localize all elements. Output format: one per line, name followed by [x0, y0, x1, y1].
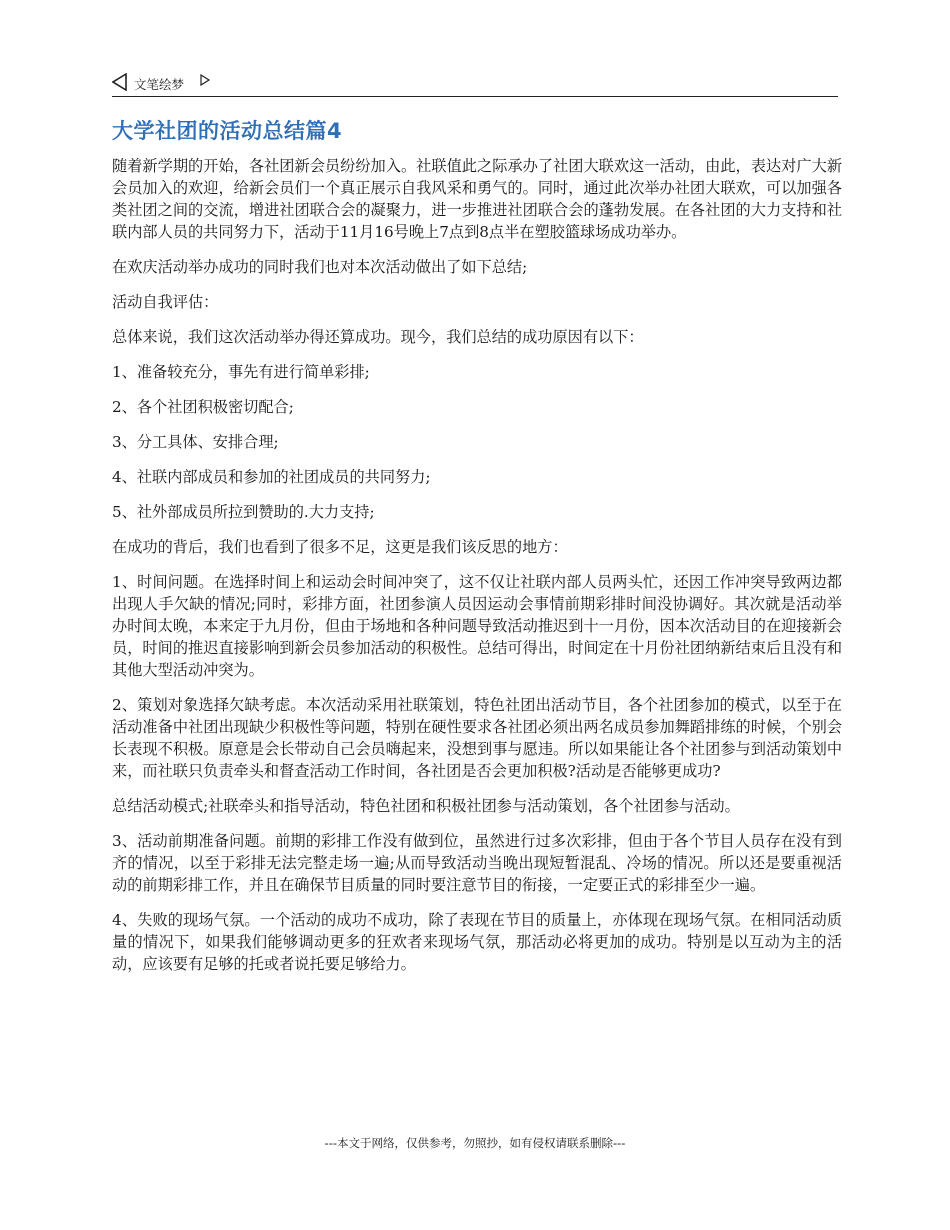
success-reason-item: 1、准备较充分，事先有进行简单彩排;	[112, 363, 370, 381]
shortcomings-lead: 在成功的背后，我们也看到了很多不足，这更是我们该反思的地方：	[112, 538, 568, 556]
shortcoming-item: 1、时间问题。在选择时间上和运动会时间冲突了，这不仅让社联内部人员两头忙，还因工作冲突导致两边都出现人手欠缺的情况;同时，彩排方面，社团参演人员因运动会事情前期彩排时间没协调好。其次就是活动举办时间太晚，本来定于九月份，但由于场地和各种问题导致活动推迟到十一月份，因本次活动目的在迎接新会员，时间的推迟直接影响到新会员参加活动的积极性。总结可得出，时间定在十月份社团纳新结束后且没有和其他大型活动冲突为。	[112, 573, 842, 679]
document-title: 大学社团的活动总结篇4	[112, 119, 343, 143]
shortcoming-item: 4、失败的现场气氛。一个活动的成功不成功，除了表现在节目的质量上，亦体现在现场气氛。在相同活动质量的情况下，如果我们能够调动更多的狂欢者来现场气氛，那活动必将更加的成功。特别是以互动为主的活动，应该要有足够的托或者说托要足够给力。	[112, 911, 842, 973]
page-footer: ---本文于网络，仅供参考，勿照抄，如有侵权请联系删除---	[324, 1136, 626, 1150]
self-evaluation-heading: 活动自我评估：	[112, 293, 219, 311]
document-body	[112, 155, 842, 988]
success-reason-item: 5、社外部成员所拉到赞助的.大力支持;	[112, 503, 375, 521]
shortcoming-item: 2、策划对象选择欠缺考虑。本次活动采用社联策划，特色社团出活动节目，各个社团参加的模式，以至于在活动准备中社团出现缺少积极性等问题，特别在硬性要求各社团必须出两名成员参加舞蹈排练的时候，个别会长表现不积极。原意是会长带动自己会员嗨起来，没想到事与愿违。所以如果能让各个社团参与到活动策划中来，而社联只负责牵头和督查活动工作时间，各社团是否会更加积极?活动是否能够更成功?	[112, 696, 842, 780]
success-reason-item: 2、各个社团积极密切配合;	[112, 398, 294, 416]
summary-lead: 在欢庆活动举办成功的同时我们也对本次活动做出了如下总结;	[112, 258, 528, 276]
triangle-right-icon	[200, 74, 210, 86]
activity-model-summary: 总结活动模式;社联牵头和指导活动，特色社团和积极社团参与活动策划，各个社团参与活动。	[112, 797, 740, 815]
shortcoming-item: 3、活动前期准备问题。前期的彩排工作没有做到位，虽然进行过多次彩排，但由于各个节目人员存在没有到齐的情况，以至于彩排无法完整走场一遍;从而导致活动当晚出现短暂混乱、冷场的情况。所以还是要重视活动的前期彩排工作，并且在确保节目质量的同时要注意节目的衔接，一定要正式的彩排至少一遍。	[112, 832, 842, 894]
page-header	[112, 72, 838, 97]
intro-paragraph: 随着新学期的开始，各社团新会员纷纷加入。社联值此之际承办了社团大联欢这一活动，由此，表达对广大新会员加入的欢迎，给新会员们一个真正展示自我风采和勇气的。同时，通过此次举办社团大联欢，可以加强各类社团之间的交流，增进社团联合会的凝聚力，进一步推进社团联合会的蓬勃发展。在各社团的大力支持和社联内部人员的共同努力下，活动于11月16号晚上7点到8点半在塑胶篮球场成功举办。	[112, 157, 842, 241]
success-reason-item: 3、分工具体、安排合理;	[112, 433, 279, 451]
triangle-left-icon	[112, 73, 128, 91]
header-title: 文笔绘梦	[134, 77, 185, 92]
success-summary: 总体来说，我们这次活动举办得还算成功。现今，我们总结的成功原因有以下：	[112, 328, 644, 346]
success-reason-item: 4、社联内部成员和参加的社团成员的共同努力;	[112, 468, 431, 486]
